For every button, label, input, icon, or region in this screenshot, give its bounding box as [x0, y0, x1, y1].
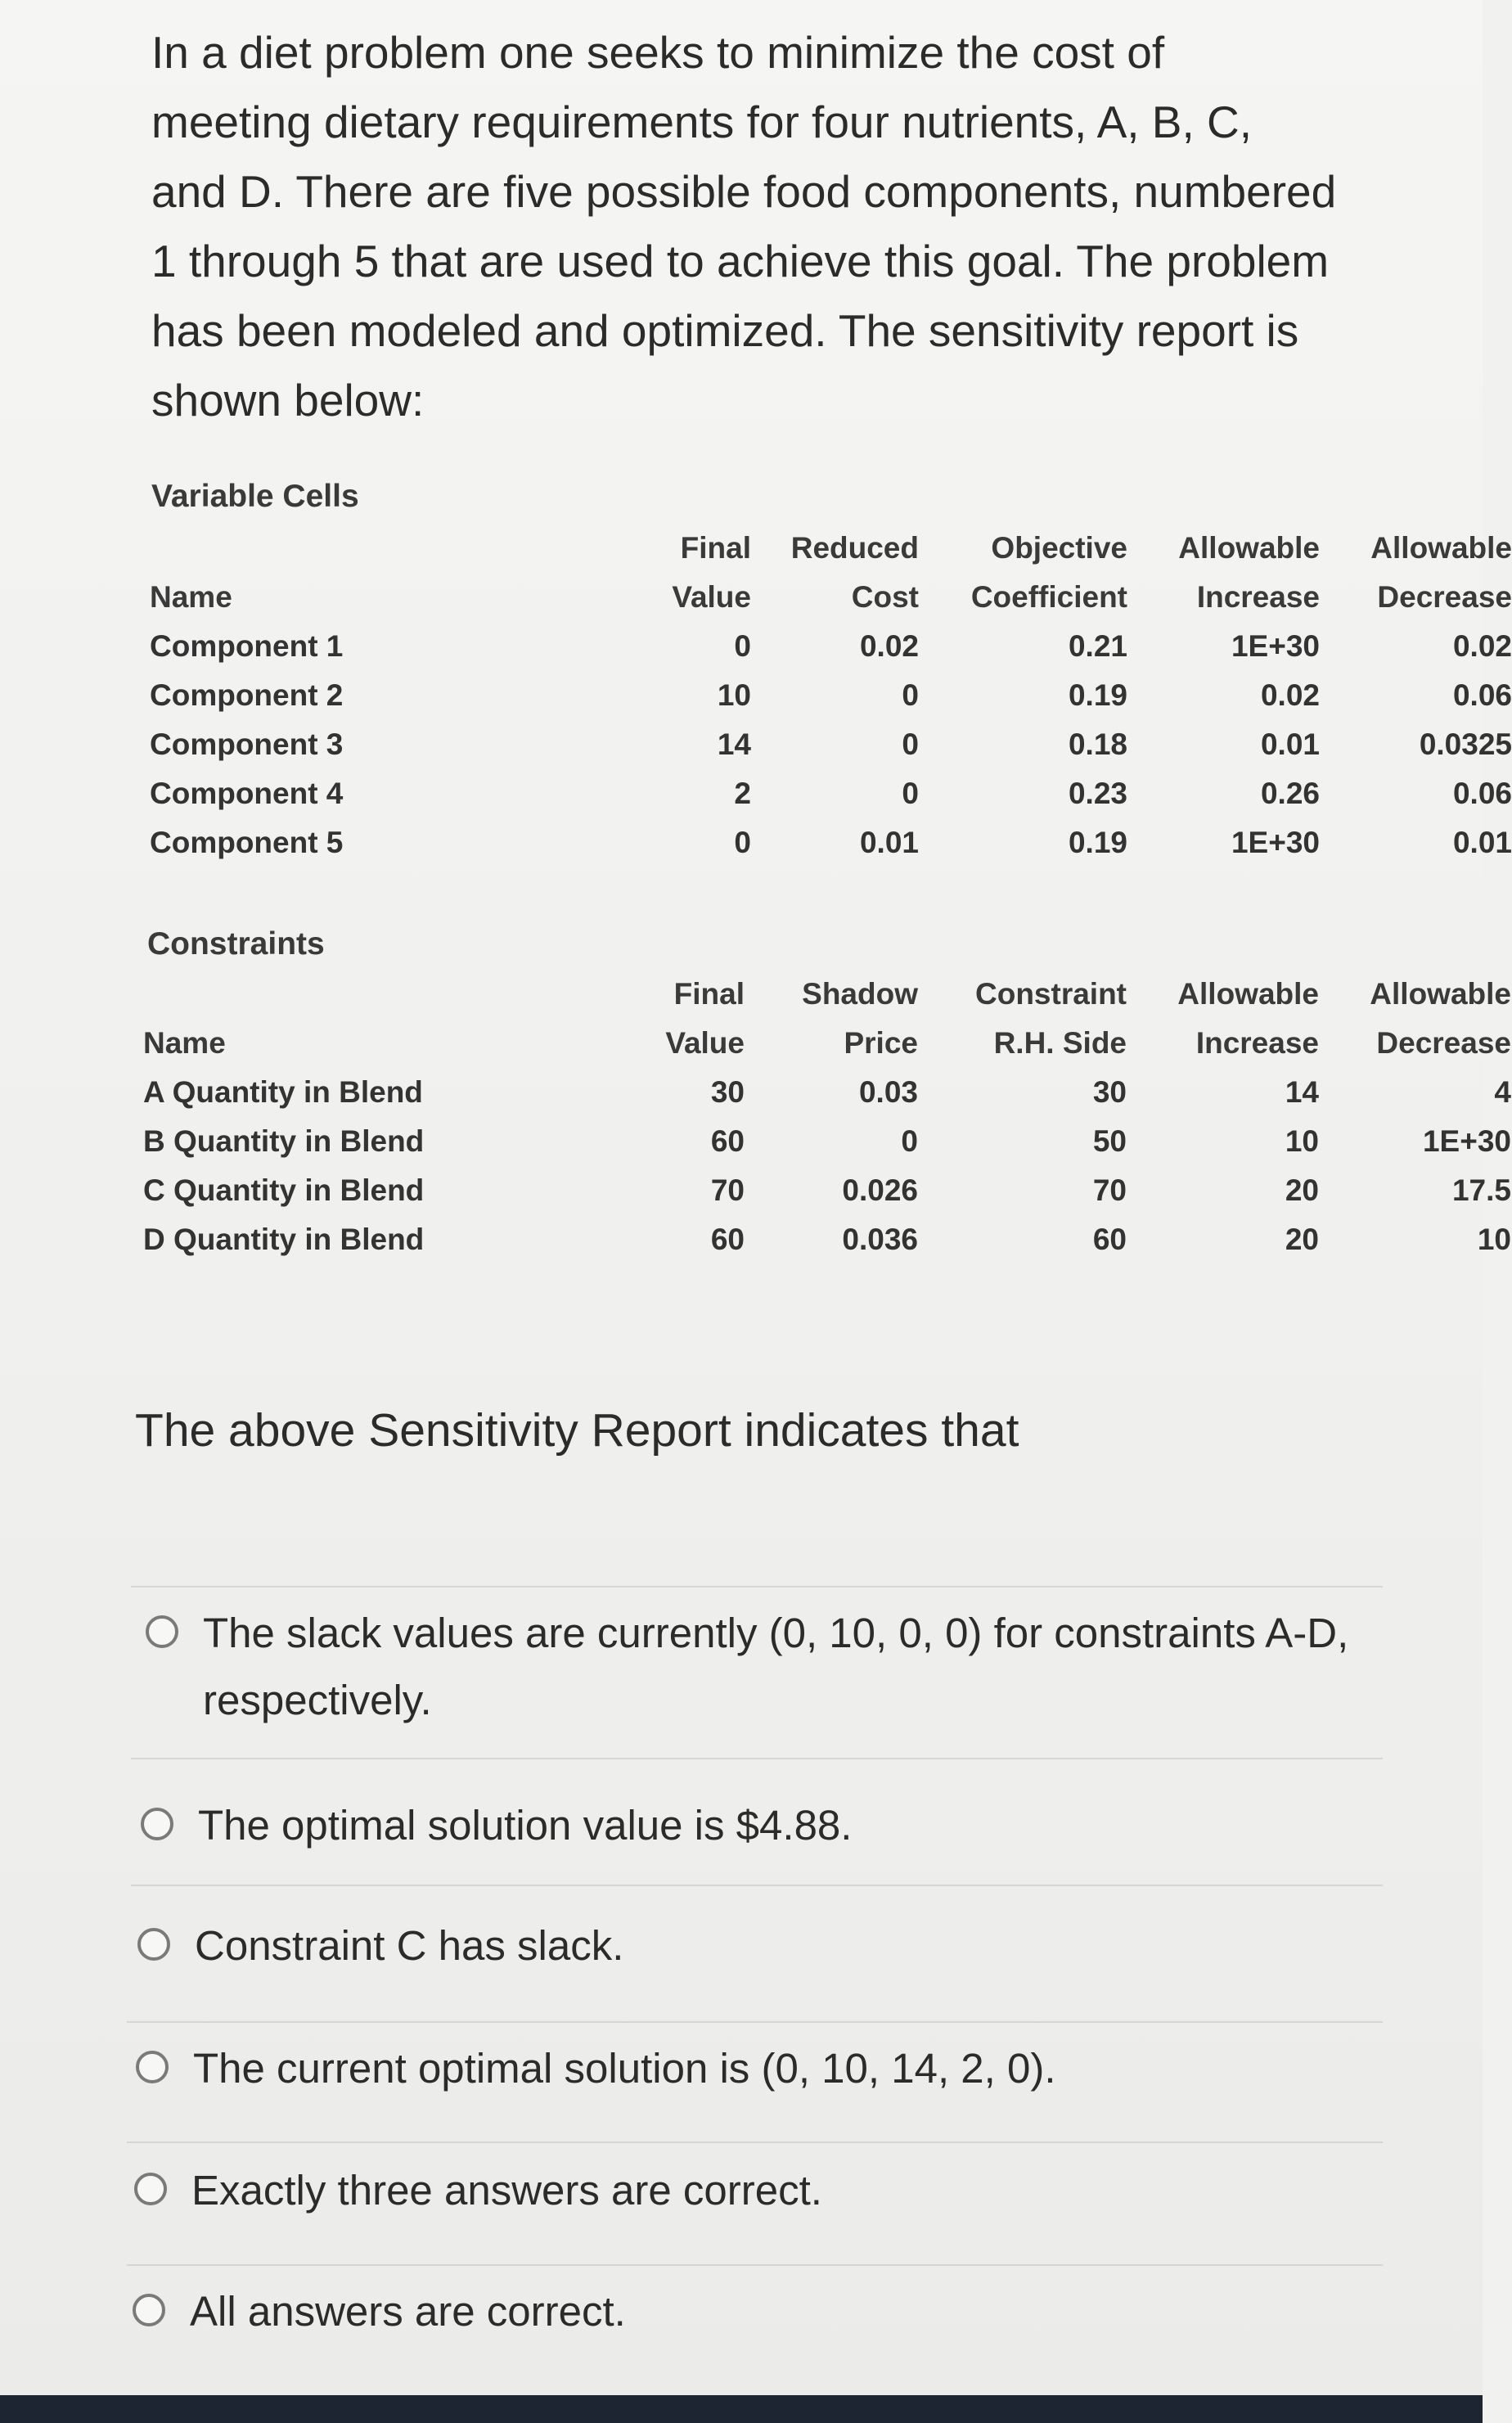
header-increase: Increase: [1196, 580, 1320, 614]
answer-option-2[interactable]: [141, 1792, 852, 1859]
question-prompt: The above Sensitivity Report indicates that: [135, 1404, 1019, 1457]
cell-reduced-cost: 0.02: [859, 629, 919, 663]
option-label: Exactly three answers are correct.: [191, 2167, 822, 2214]
cell-reduced-cost: 0: [902, 777, 919, 810]
cell-shadow-price: 0.026: [842, 1173, 918, 1207]
divider: [131, 1885, 1383, 1886]
cell-allowable-increase: 14: [1285, 1075, 1319, 1109]
cell-final-value: 70: [710, 1173, 745, 1207]
cell-final-value: 30: [710, 1075, 745, 1109]
table-row: [150, 818, 1512, 867]
answer-option-4[interactable]: [136, 2035, 1056, 2102]
cell-objective-coefficient: 0.21: [1068, 629, 1127, 663]
cell-rh-side: 60: [1092, 1223, 1127, 1256]
intro-line: In a diet problem one seeks to minimize the cost of: [151, 27, 1165, 78]
divider: [131, 1758, 1383, 1759]
header-objective: Objective: [991, 531, 1127, 565]
cell-allowable-increase: 0.01: [1260, 727, 1320, 761]
constraints-table: [143, 970, 1511, 1264]
header-row: [143, 1019, 1511, 1068]
header-reduced: Reduced: [790, 531, 919, 565]
cell-objective-coefficient: 0.19: [1068, 826, 1127, 859]
header-coefficient: Coefficient: [970, 580, 1127, 614]
header-allow-dec: Allowable: [1370, 531, 1512, 565]
option-label: The current optimal solution is (0, 10, 14, 2, 0).: [193, 2045, 1056, 2092]
cell-reduced-cost: 0: [902, 727, 919, 761]
divider: [127, 2264, 1383, 2266]
cell-final-value: 0: [734, 826, 751, 859]
header-name: Name: [150, 580, 232, 614]
cell-name: C Quantity in Blend: [143, 1173, 425, 1207]
divider: [127, 2142, 1383, 2143]
cell-allowable-increase: 10: [1285, 1124, 1319, 1158]
header-price: Price: [844, 1026, 918, 1060]
table-row: [150, 769, 1512, 818]
header-row: [150, 573, 1512, 622]
cell-final-value: 14: [717, 727, 751, 761]
cell-rh-side: 50: [1092, 1124, 1127, 1158]
divider: [127, 2021, 1383, 2023]
header-allow-inc: Allowable: [1177, 977, 1319, 1011]
cell-allowable-increase: 1E+30: [1231, 629, 1320, 663]
cell-allowable-decrease: 0.01: [1452, 826, 1512, 859]
cell-shadow-price: 0.03: [858, 1075, 918, 1109]
cell-allowable-decrease: 1E+30: [1422, 1124, 1511, 1158]
header-row: [143, 970, 1511, 1019]
intro-line: has been modeled and optimized. The sensitivity report is: [151, 305, 1299, 356]
cell-final-value: 2: [734, 777, 751, 810]
table-row: [143, 1068, 1511, 1117]
answer-option-3[interactable]: [137, 1912, 623, 1979]
header-row: [150, 524, 1512, 573]
cell-allowable-increase: 20: [1285, 1223, 1319, 1256]
cell-allowable-increase: 0.26: [1260, 777, 1320, 810]
cell-final-value: 0: [734, 629, 751, 663]
answer-option-5[interactable]: [134, 2157, 822, 2224]
radio-button-icon[interactable]: [134, 2173, 167, 2205]
cell-final-value: 60: [710, 1124, 745, 1158]
cell-name: Component 5: [150, 826, 344, 859]
table-row: [143, 1166, 1511, 1215]
radio-button-icon[interactable]: [133, 2294, 165, 2326]
radio-button-icon[interactable]: [146, 1615, 178, 1648]
option-label: Constraint C has slack.: [195, 1922, 624, 1969]
header-final: Final: [680, 531, 751, 565]
cell-allowable-decrease: 0.06: [1452, 678, 1512, 712]
radio-button-icon[interactable]: [141, 1808, 173, 1840]
header-shadow: Shadow: [802, 977, 918, 1011]
cell-reduced-cost: 0: [902, 678, 919, 712]
intro-line: meeting dietary requirements for four nutrients, A, B, C,: [151, 97, 1253, 147]
header-decrease: Decrease: [1376, 1026, 1511, 1060]
cell-reduced-cost: 0.01: [859, 826, 919, 859]
cell-rh-side: 30: [1092, 1075, 1127, 1109]
table-row: [150, 622, 1512, 671]
cell-name: Component 2: [150, 678, 344, 712]
option-line: The slack values are currently (0, 10, 0, 0) for constraints A-D,: [203, 1610, 1349, 1656]
cell-allowable-decrease: 0.0325: [1419, 727, 1512, 761]
answer-option-1[interactable]: [146, 1600, 1406, 1734]
cell-shadow-price: 0.036: [842, 1223, 918, 1256]
cell-objective-coefficient: 0.23: [1068, 777, 1127, 810]
cell-objective-coefficient: 0.19: [1068, 678, 1127, 712]
header-allow-inc: Allowable: [1178, 531, 1320, 565]
cell-name: Component 3: [150, 727, 344, 761]
intro-line: shown below:: [151, 375, 425, 426]
option-label: All answers are correct.: [190, 2288, 626, 2335]
header-value: Value: [665, 1026, 745, 1060]
cell-allowable-increase: 1E+30: [1231, 826, 1320, 859]
radio-button-icon[interactable]: [136, 2051, 169, 2083]
constraints-title: Constraints: [147, 926, 325, 962]
cell-allowable-decrease: 17.5: [1451, 1173, 1511, 1207]
cell-allowable-decrease: 10: [1477, 1223, 1511, 1256]
option-label: [203, 1600, 1348, 1734]
header-value: Value: [672, 580, 751, 614]
variable-cells-table: [150, 524, 1512, 867]
radio-button-icon[interactable]: [137, 1928, 170, 1961]
answer-option-6[interactable]: [133, 2278, 626, 2345]
option-label: The optimal solution value is $4.88.: [198, 1802, 853, 1849]
table-row: [143, 1215, 1511, 1264]
cell-final-value: 10: [717, 678, 751, 712]
header-rh-side: R.H. Side: [993, 1026, 1127, 1060]
table-row: [150, 720, 1512, 769]
cell-allowable-decrease: 4: [1494, 1075, 1511, 1109]
intro-line: and D. There are five possible food components, numbered: [151, 166, 1337, 217]
problem-statement: [151, 18, 1395, 435]
taskbar: [0, 2395, 1483, 2423]
cell-name: D Quantity in Blend: [143, 1223, 425, 1256]
header-allow-dec: Allowable: [1370, 977, 1511, 1011]
cell-allowable-decrease: 0.06: [1452, 777, 1512, 810]
header-cost: Cost: [851, 580, 919, 614]
header-name: Name: [143, 1026, 226, 1060]
header-increase: Increase: [1195, 1026, 1319, 1060]
table-row: [143, 1117, 1511, 1166]
cell-name: B Quantity in Blend: [143, 1124, 425, 1158]
cell-rh-side: 70: [1092, 1173, 1127, 1207]
table-row: [150, 671, 1512, 720]
cell-name: A Quantity in Blend: [143, 1075, 423, 1109]
header-decrease: Decrease: [1377, 580, 1512, 614]
cell-objective-coefficient: 0.18: [1068, 727, 1127, 761]
cell-final-value: 60: [710, 1223, 745, 1256]
cell-name: Component 1: [150, 629, 344, 663]
cell-allowable-increase: 20: [1285, 1173, 1319, 1207]
intro-line: 1 through 5 that are used to achieve this goal. The problem: [151, 236, 1330, 286]
cell-shadow-price: 0: [901, 1124, 918, 1158]
divider: [131, 1586, 1383, 1588]
header-constraint: Constraint: [975, 977, 1127, 1011]
cell-name: Component 4: [150, 777, 344, 810]
cell-allowable-decrease: 0.02: [1452, 629, 1512, 663]
variable-cells-title: Variable Cells: [151, 479, 359, 514]
cell-allowable-increase: 0.02: [1260, 678, 1320, 712]
header-final: Final: [673, 977, 745, 1011]
option-line: respectively.: [203, 1677, 432, 1723]
